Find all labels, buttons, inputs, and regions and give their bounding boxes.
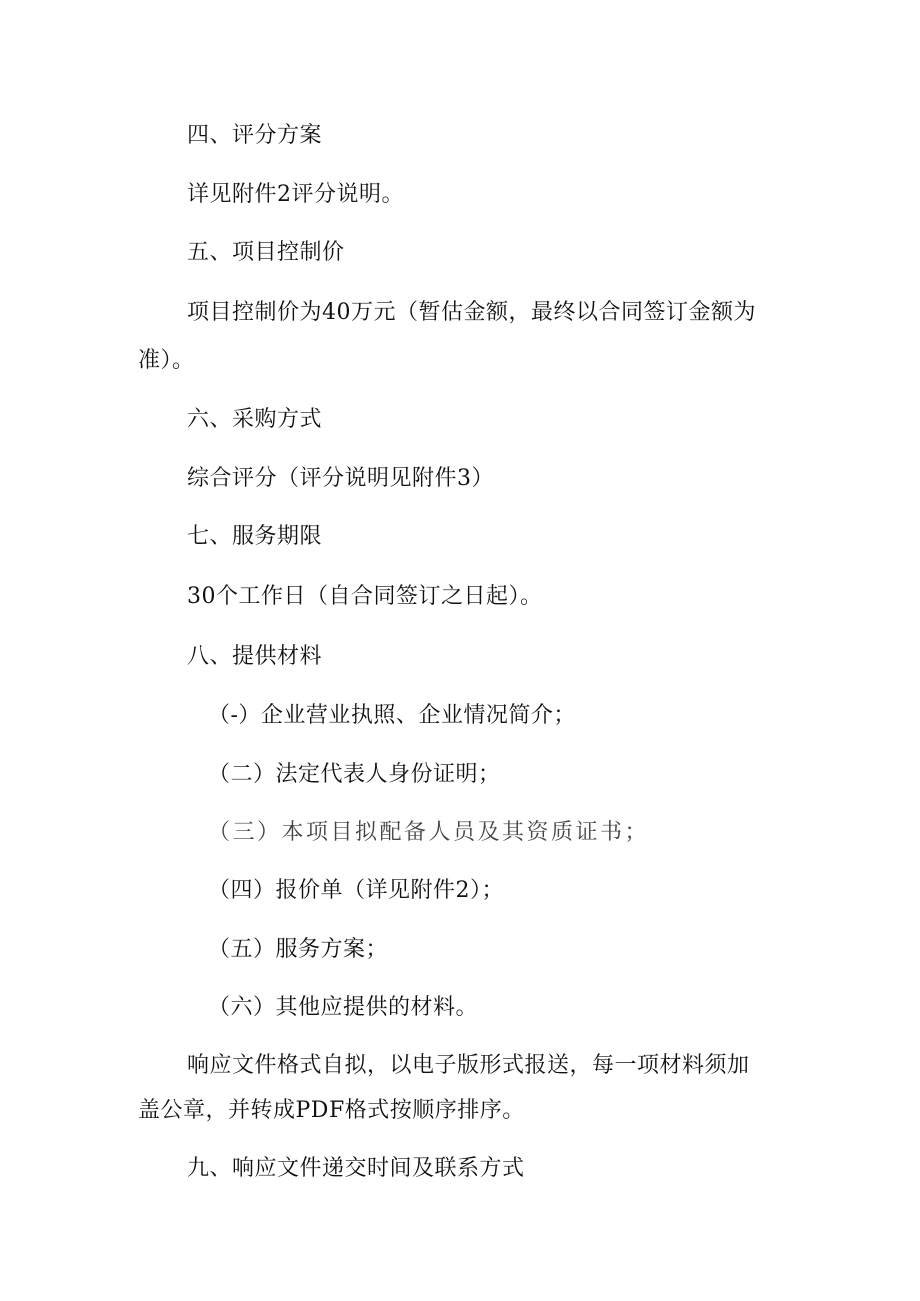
section-4-heading: 四、评分方案 [187, 123, 323, 148]
material-item: （五）服务方案； [208, 937, 389, 962]
section-9-heading: 九、响应文件递交时间及联系方式 [187, 1156, 525, 1181]
section-8-note-line-1: 响应文件格式自拟，以电子版形式报送，每一项材料须加 [187, 1053, 750, 1078]
material-item: （六）其他应提供的材料。 [208, 995, 479, 1020]
material-item: （二）法定代表人身份证明； [208, 762, 501, 787]
material-item: （三）本项目拟配备人员及其资质证书； [208, 820, 650, 845]
section-8-note-line-2: 盖公章，并转成PDF格式按顺序排序。 [138, 1098, 525, 1123]
section-5-heading: 五、项目控制价 [187, 240, 345, 265]
section-6-heading: 六、采购方式 [187, 407, 323, 432]
material-item: （-）企业营业执照、企业情况简介； [208, 703, 576, 728]
section-7-heading: 七、服务期限 [187, 524, 323, 549]
section-5-body-line-1: 项目控制价为40万元（暂估金额，最终以合同签订金额为 [187, 300, 756, 325]
material-item: （四）报价单（详见附件2）； [208, 878, 504, 903]
section-4-body: 详见附件2评分说明。 [187, 182, 404, 207]
section-5-body-line-2: 准）。 [138, 348, 195, 373]
section-8-heading: 八、提供材料 [187, 644, 323, 669]
section-6-body: 综合评分（评分说明见附件3） [187, 466, 494, 491]
section-7-body: 30个工作日（自合同签订之日起）。 [187, 584, 543, 609]
